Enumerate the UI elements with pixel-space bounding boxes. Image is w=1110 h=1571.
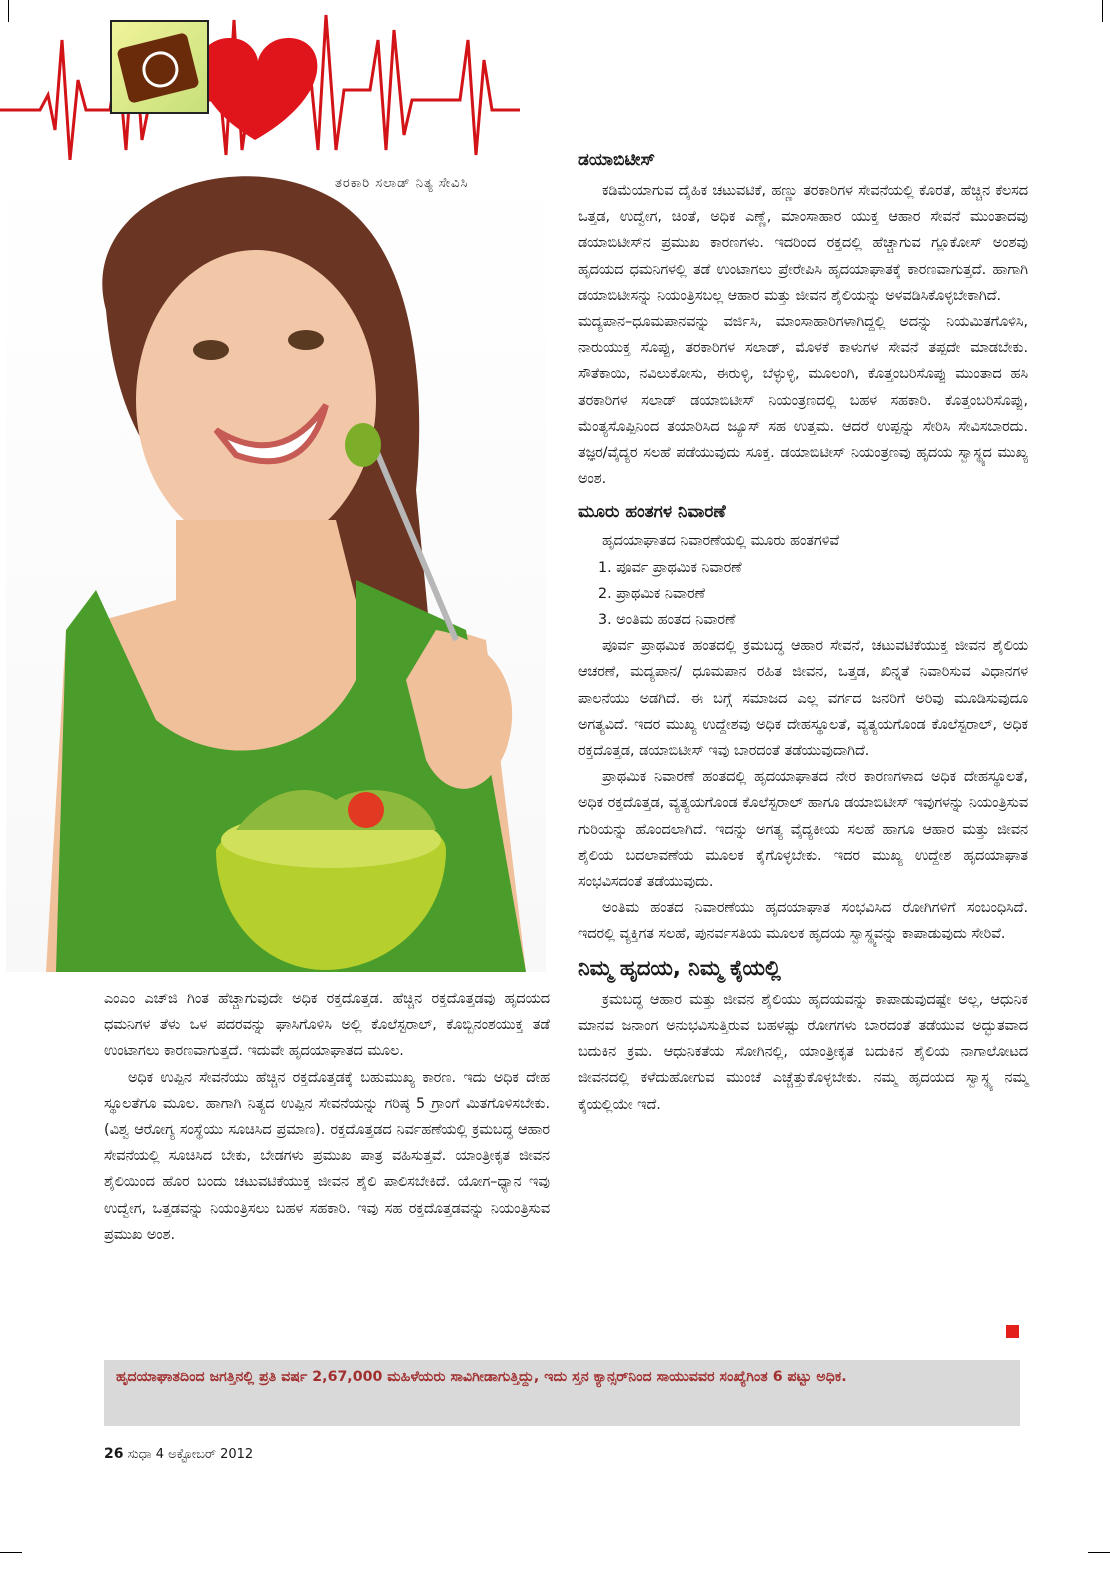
right-column xyxy=(578,150,1028,1118)
paragraph: ಹೃದಯಾಘಾತದ ನಿವಾರಣೆಯಲ್ಲಿ ಮೂರು ಹಂತಗಳಿವೆ xyxy=(602,533,840,550)
paragraph: ಪ್ರಾಥಮಿಕ ನಿವಾರಣೆ ಹಂತದಲ್ಲಿ ಹೃದಯಾಘಾತದ ನೇರ ಕಾರಣಗಳಾದ ಅಧಿಕ ದೇಹಸ್ಥೂಲತೆ, ಅಧಿಕ ರಕ್ತದೊತ್ತಡ, ವ್ಯತ್ಯಯಗೊಂಡ ಕೊಲೆಸ್ಟರಾಲ್ ಹಾಗೂ ಡಯಾಬಿಟೀಸ್ ಇವುಗಳನ್ನು ನಿಯಂತ್ರಿಸುವ ಗುರಿಯನ್ನು ಹೊಂದಲಾಗಿದೆ. ಇದನ್ನು ಅಗತ್ಯ ವೈದ್ಯಕೀಯ ಸಲಹೆ ಹಾಗೂ ಆಹಾರ ಮತ್ತು ಜೀವನ ಶೈಲಿಯ ಬದಲಾವಣೆಯ ಮೂಲಕ ಕೈಗೊಳ್ಳಬೇಕು. ಇದರ ಮುಖ್ಯ ಉದ್ದೇಶ ಹೃದಯಾಘಾತ ಸಂಭವಿಸದಂತೆ ತಡೆಯುವುದು. xyxy=(578,769,1028,891)
heartbeat-graphic xyxy=(0,0,520,165)
paragraph: ಕ್ರಮಬದ್ಧ ಆಹಾರ ಮತ್ತು ಜೀವನ ಶೈಲಿಯು ಹೃದಯವನ್ನು ಕಾಪಾಡುವುದಷ್ಟೇ ಅಲ್ಲ, ಆಧುನಿಕ ಮಾನವ ಜನಾಂಗ ಅನುಭವಿಸುತ್ತಿರುವ ಬಹಳಷ್ಟು ರೋಗಗಳು ಬಾರದಂತೆ ತಡೆಯುವ ಅದ್ಭುತವಾದ ಬದುಕಿನ ಕ್ರಮ. ಆಧುನಿಕತೆಯ ಸೋಗಿನಲ್ಲಿ, ಯಾಂತ್ರೀಕೃತ ಬದುಕಿನ ಶೈಲಿಯ ನಾಗಾಲೋಟದ ಜೀವನದಲ್ಲಿ ಕಳೆದುಹೋಗುವ ಮುಂಚೆ ಎಚ್ಚೆತ್ತುಕೊಳ್ಳಬೇಕು. ನಮ್ಮ ಹೃದಯದ ಸ್ವಾಸ್ಥ್ಯ ನಮ್ಮ ಕೈಯಲ್ಲಿಯೇ ಇದೆ. xyxy=(578,991,1028,1113)
paragraph: ಕಡಿಮೆಯಾಗುವ ದೈಹಿಕ ಚಟುವಟಿಕೆ, ಹಣ್ಣು ತರಕಾರಿಗಳ ಸೇವನೆಯಲ್ಲಿ ಕೊರತೆ, ಹೆಚ್ಚಿನ ಕೆಲಸದ ಒತ್ತಡ, ಉದ್ವೇಗ, ಚಿಂತೆ, ಅಧಿಕ ಎಣ್ಣೆ, ಮಾಂಸಾಹಾರ ಯುಕ್ತ ಆಹಾರ ಸೇವನೆ ಮುಂತಾದವು ಡಯಾಬಿಟೀಸ್‌ನ ಪ್ರಮುಖ ಕಾರಣಗಳು. ಇದರಿಂದ ರಕ್ತದಲ್ಲಿ ಹೆಚ್ಚಾಗುವ ಗ್ಲೂಕೋಸ್ ಅಂಶವು ಹೃದಯದ ಧಮನಿಗಳಲ್ಲಿ ತಡೆ ಉಂಟಾಗಲು ಪ್ರೇರೇಪಿಸಿ ಹೃದಯಾಘಾತಕ್ಕೆ ಕಾರಣವಾಗುತ್ತದೆ. ಹಾಗಾಗಿ ಡಯಾಬಿಟೀಸನ್ನು ನಿಯಂತ್ರಿಸಬಲ್ಲ ಆಹಾರ ಮತ್ತು ಜೀವನ ಶೈಲಿಯನ್ನು ಅಳವಡಿಸಿಕೊಳ್ಳಬೇಕಾಗಿದೆ. xyxy=(578,183,1028,304)
heading-three-stages: ಮೂರು ಹಂತಗಳ ನಿವಾರಣೆ xyxy=(578,502,726,523)
header-banner xyxy=(0,0,520,165)
heading-diabetes: ಡಯಾಬಿಟೀಸ್ xyxy=(578,150,655,170)
section-logo xyxy=(110,20,209,114)
photo-caption: ತರಕಾರಿ ಸಲಾಡ್ ನಿತ್ಯ ಸೇವಿಸಿ xyxy=(335,176,469,191)
stages-list xyxy=(578,555,1028,634)
callout-text: ಹೃದಯಾಘಾತದಿಂದ ಜಗತ್ತಿನಲ್ಲಿ ಪ್ರತಿ ವರ್ಷ 2,67,000 ಮಹಿಳೆಯರು ಸಾವಿಗೀಡಾಗುತ್ತಿದ್ದು, ಇದು ಸ್ತನ ಕ್ಯಾನ್ಸರ್‌ನಿಂದ ಸಾಯುವವರ ಸಂಖ್ಯೆಗಿಂತ 6 ಪಟ್ಟು ಅಧಿಕ. xyxy=(116,1369,847,1385)
page-footer xyxy=(104,1446,253,1462)
list-item: 2. ಪ್ರಾಥಮಿಕ ನಿವಾರಣೆ xyxy=(598,585,706,602)
left-column xyxy=(104,986,550,1248)
paragraph: ಎಂಎಂ ಎಚ್‌ಜಿ ಗಿಂತ ಹೆಚ್ಚಾಗುವುದೇ ಅಧಿಕ ರಕ್ತದೊತ್ತಡ. ಹೆಚ್ಚಿನ ರಕ್ತದೊತ್ತಡವು ಹೃದಯದ ಧಮನಿಗಳ ತೆಳು ಒಳ ಪದರವನ್ನು ಘಾಸಿಗೊಳಿಸಿ ಅಲ್ಲಿ ಕೊಲೆಸ್ಟರಾಲ್, ಕೊಬ್ಬಿನಂಶಯುಕ್ತ ತಡೆ ಉಂಟಾಗಲು ಕಾರಣವಾಗುತ್ತದೆ. ಇದುವೇ ಹೃದಯಾಘಾತದ ಮೂಲ. xyxy=(104,991,550,1060)
photo-illustration xyxy=(6,160,546,972)
heading-your-heart: ನಿಮ್ಮ ಹೃದಯ, ನಿಮ್ಮ ಕೈಯಲ್ಲಿ xyxy=(578,955,781,980)
publication-info: ಸುಧಾ 4 ಅಕ್ಟೋಬರ್ 2012 xyxy=(127,1447,254,1462)
paragraph: ಅಂತಿಮ ಹಂತದ ನಿವಾರಣೆಯು ಹೃದಯಾಘಾತ ಸಂಭವಿಸಿದ ರೋಗಿಗಳಿಗೆ ಸಂಬಂಧಿಸಿದೆ. ಇದರಲ್ಲಿ ವ್ಯಕ್ತಿಗತ ಸಲಹೆ, ಪುನರ್ವಸತಿಯ ಮೂಲಕ ಹೃದಯ ಸ್ವಾಸ್ಥ್ಯವನ್ನು ಕಾಪಾಡುವುದು ಸೇರಿವೆ. xyxy=(578,900,1028,943)
list-item: 3. ಅಂತಿಮ ಹಂತದ ನಿವಾರಣೆ xyxy=(598,612,736,629)
article-end-mark xyxy=(1006,1325,1019,1338)
list-item: 1. ಪೂರ್ವ ಪ್ರಾಥಮಿಕ ನಿವಾರಣೆ xyxy=(598,559,742,576)
crop-mark xyxy=(1102,0,1103,22)
crop-mark xyxy=(8,0,9,22)
crop-mark xyxy=(0,1552,22,1553)
paragraph: ಪೂರ್ವ ಪ್ರಾಥಮಿಕ ಹಂತದಲ್ಲಿ ಕ್ರಮಬದ್ಧ ಆಹಾರ ಸೇವನೆ, ಚಟುವಟಿಕೆಯುಕ್ತ ಜೀವನ ಶೈಲಿಯ ಆಚರಣೆ, ಮದ್ಯಪಾನ/ ಧೂಮಪಾನ ರಹಿತ ಜೀವನ, ಒತ್ತಡ, ಖಿನ್ನತೆ ನಿವಾರಿಸುವ ವಿಧಾನಗಳ ಪಾಲನೆಯು ಅಡಗಿದೆ. ಈ ಬಗ್ಗೆ ಸಮಾಜದ ಎಲ್ಲ ವರ್ಗದ ಜನರಿಗೆ ಅರಿವು ಮೂಡಿಸುವುದೂ ಅಗತ್ಯವಿದೆ. ಇದರ ಮುಖ್ಯ ಉದ್ದೇಶವು ಅಧಿಕ ದೇಹಸ್ಥೂಲತೆ, ವ್ಯತ್ಯಯಗೊಂಡ ಕೊಲೆಸ್ಟರಾಲ್, ಅಧಿಕ ರಕ್ತದೊತ್ತಡ, ಡಯಾಬಿಟೀಸ್ ಇವು ಬಾರದಂತೆ ತಡೆಯುವುದಾಗಿದೆ. xyxy=(578,638,1028,760)
paragraph: ಅಧಿಕ ಉಪ್ಪಿನ ಸೇವನೆಯು ಹೆಚ್ಚಿನ ರಕ್ತದೊತ್ತಡಕ್ಕೆ ಬಹುಮುಖ್ಯ ಕಾರಣ. ಇದು ಅಧಿಕ ದೇಹ ಸ್ಥೂಲತೆಗೂ ಮೂಲ. ಹಾಗಾಗಿ ನಿತ್ಯದ ಉಪ್ಪಿನ ಸೇವನೆಯನ್ನು ಗರಿಷ್ಠ 5 ಗ್ರಾಂಗೆ ಮಿತಗೊಳಿಸಬೇಕು. (ವಿಶ್ವ ಆರೋಗ್ಯ ಸಂಸ್ಥೆಯು ಸೂಚಿಸಿದ ಪ್ರಮಾಣ). ರಕ್ತದೊತ್ತಡದ ನಿರ್ವಹಣೆಯಲ್ಲಿ ಕ್ರಮಬದ್ಧ ಆಹಾರ ಸೇವನೆಯಲ್ಲಿ ಸೂಚಿಸಿದ ಬೇಕು, ಬೇಡಗಳು ಪ್ರಮುಖ ಪಾತ್ರ ವಹಿಸುತ್ತವೆ. ಯಾಂತ್ರೀಕೃತ ಜೀವನ ಶೈಲಿಯಿಂದ ಹೊರ ಬಂದು ಚಟುವಟಿಕೆಯುಕ್ತ ಜೀವನ ಶೈಲಿ ಪಾಲಿಸಬೇಕಿದೆ. ಯೋಗ–ಧ್ಯಾನ ಇವು ಉದ್ವೇಗ, ಒತ್ತಡವನ್ನು ನಿಯಂತ್ರಿಸಲು ಬಹಳ ಸಹಕಾರಿ. ಇವು ಸಹ ರಕ್ತದೊತ್ತಡವನ್ನು ನಿಯಂತ್ರಿಸುವ ಪ್ರಮುಖ ಅಂಶ. xyxy=(104,1069,550,1243)
woman-eating-salad-photo xyxy=(6,160,546,972)
page-number: 26 xyxy=(104,1446,124,1462)
fact-callout-box xyxy=(104,1360,1020,1426)
heart-icon xyxy=(199,38,318,140)
crop-mark xyxy=(1088,1552,1110,1553)
paragraph: ಮದ್ಯಪಾನ–ಧೂಮಪಾನವನ್ನು ವರ್ಜಿಸಿ, ಮಾಂಸಾಹಾರಿಗಳಾಗಿದ್ದಲ್ಲಿ ಅದನ್ನು ನಿಯಮಿತಗೊಳಿಸಿ, ನಾರುಯುಕ್ತ ಸೊಪ್ಪು, ತರಕಾರಿಗಳ ಸಲಾಡ್, ಮೊಳಕೆ ಕಾಳುಗಳ ಸೇವನೆ ತಪ್ಪದೇ ಮಾಡಬೇಕು. ಸೌತೆಕಾಯಿ, ನವಿಲುಕೋಸು, ಈರುಳ್ಳಿ, ಬೆಳ್ಳುಳ್ಳಿ, ಮೂಲಂಗಿ, ಕೊತ್ತಂಬರಿಸೊಪ್ಪು ಮುಂತಾದ ಹಸಿ ತರಕಾರಿಗಳ ಸಲಾಡ್ ಡಯಾಬಿಟೀಸ್ ನಿಯಂತ್ರಣದಲ್ಲಿ ಬಹಳ ಸಹಕಾರಿ. ಕೊತ್ತಂಬರಿಸೊಪ್ಪು, ಮೆಂತ್ಯಸೊಪ್ಪಿನಿಂದ ತಯಾರಿಸಿದ ಜ್ಯೂಸ್ ಸಹ ಉತ್ತಮ. ಆದರೆ ಉಪ್ಪನ್ನು ಸೇರಿಸಿ ಸೇವಿಸಬಾರದು. ತಜ್ಞರ/ವೈದ್ಯರ ಸಲಹೆ ಪಡೆಯುವುದು ಸೂಕ್ತ. ಡಯಾಬಿಟೀಸ್ ನಿಯಂತ್ರಣವು ಹೃದಯ ಸ್ವಾಸ್ಥ್ಯದ ಮುಖ್ಯ ಅಂಶ. xyxy=(578,314,1028,488)
